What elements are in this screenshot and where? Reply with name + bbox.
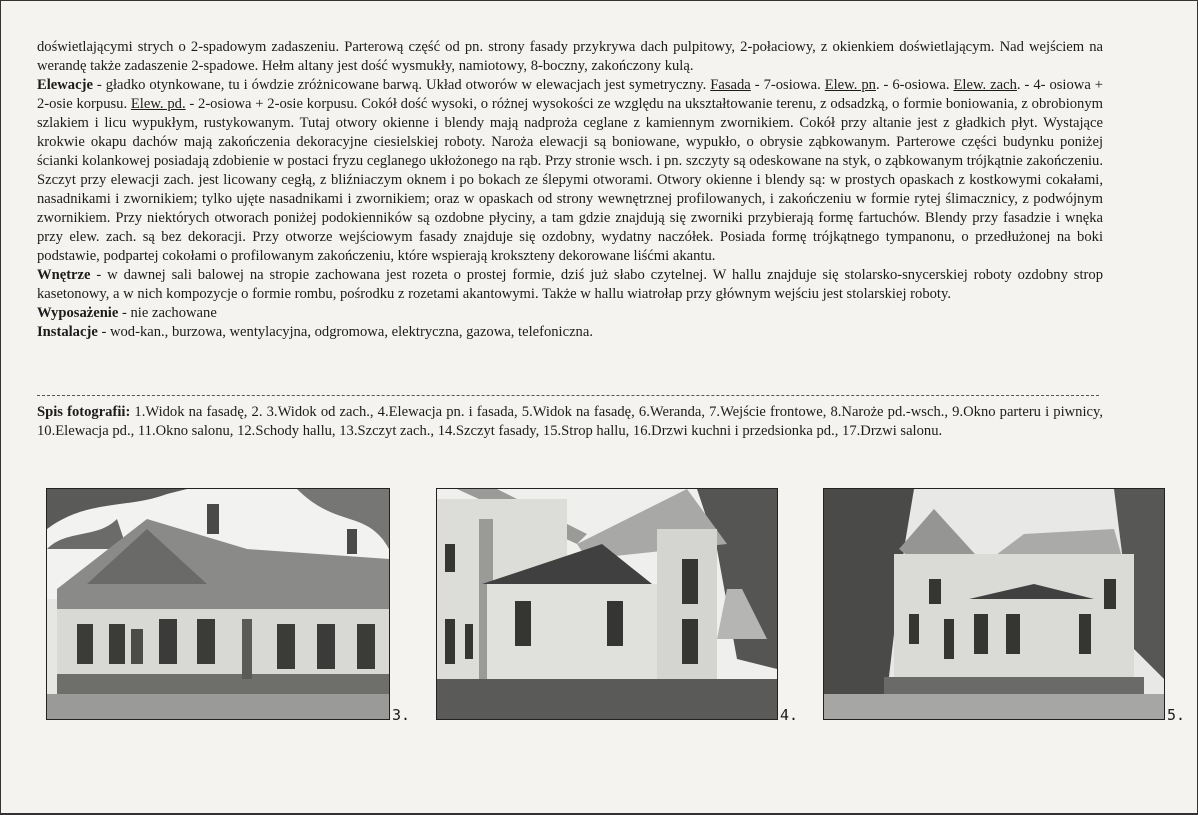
photo-5 [823, 488, 1165, 720]
photo-4-image [437, 489, 777, 719]
intro-line-1: doświetlającymi strych o 2-spadowym zadaszeniu. Parterową część od pn. strony fasady przykrywa dach pulpitowy, 2-połaciowy, z okienkiem doświetlającym. [37, 39, 995, 55]
elewacje-text-3: . - 6-osiowa. [875, 77, 954, 93]
elewacje-text-2: - 7-osiowa. [750, 77, 825, 93]
wyposazenie-heading: Wyposażenie [37, 305, 119, 321]
photo-list-text: 1.Widok na fasadę, 2. 3.Widok od zach., 4.Elewacja pn. i fasada, 5.Widok na fasadę, 6.Weranda, 7.Wejście frontowe, 8.Naroże pd.-wsch., 9.Okno parteru i piwnicy, 10.Elewacja pd., 11.Okno salonu, 12.Schody hallu, 13.Szczyt zach., 14.Szczyt fasady, 15.Strop hallu, 16.Drzwi kuchni i przedsionka pd., 17.Drzwi salonu. [37, 404, 1103, 439]
photo-5-number: 5. [1167, 706, 1186, 724]
elew-pd-term: Elew. pd. [130, 96, 186, 112]
elewacje-paragraph [37, 76, 1103, 266]
document-body [37, 38, 1103, 342]
photo-3 [46, 488, 390, 720]
intro-line-2: Nad wejściem na werandę także zadaszenie 2-spadowe. Hełm altany jest dość wysmukły, namiotowy, 8-boczny, zakończony kulą. [37, 39, 1103, 74]
instalacje-text: - wod-kan., burzowa, wentylacyjna, odgromowa, elektryczna, gazowa, telefoniczna. [97, 324, 593, 340]
photo-4-number: 4. [780, 706, 799, 724]
wnetrze-paragraph [37, 266, 1103, 304]
instalacje-heading: Instalacje [37, 324, 98, 340]
elew-pn-term: Elew. pn [824, 77, 876, 93]
elewacje-text-5: - 2-osiowa + 2-osie korpusu. Cokół dość wysoki, o różnej wysokości ze względu na ukształtowanie terenu, z odsadzką, o formie boniowania, z obrobionym szlakiem i licu wypukłym, rustykowanym. Tutaj otwory okienne i blendy mają nadproża ceglane z kamiennym zwornikiem. Cokół przy altanie jest z gładkich płyt. Wystające krokwie okapu dachów mają zakończenia dekoracyjne ciesielskiej roboty. Naroża elewacji są boniowane, wypukło, o obrysie ząbkowanym. Parterowe części budynku poniżej ścianki kolankowej posiadają zdobienie w postaci fryzu ceglanego ukłożonego na rąb. Przy stronie wsch. i pn. szczyty są odeskowane na styk, o ząbkowanym trójkątnie zakończeniu. Szczyt przy elewacji zach. jest licowany cegłą, z bliźniaczym oknem i po bokach ze ślepymi otworami. Otwory okienne i blendy są: w prostych opaskach z kostkowymi cokałami, nasadnikami i zwornikiem; tylko ujęte nasadnikami i zwornikiem; oraz w opaskach od strony wewnętrznej profilowanych, i zakończeniu w formie rytej ślimacznicy, z podwójnym zwornikiem. Przy niektórych otworach poniżej podokienników są ozdobne płyciny, a tam gdzie znajdują się zworniki przybierają formę fartuchów. Blendy przy fasadzie i wnęka przy elew. zach. są bez dekoracji. Przy otworze wejściowym fasady znajduje się ozdobny, wydatny naczółek. Posiada formę trójkątnego tympanonu, o przedłużonej na boki podstawie, podpartej cokołami o profilowanym zakończeniu, które wspierają krokszteny dekorowane liśćmi akantu. [37, 96, 1103, 264]
elewacje-heading: Elewacje [37, 77, 93, 93]
photo-list-heading: Spis fotografii: [37, 404, 131, 420]
photo-5-image [824, 489, 1164, 719]
photo-3-image [47, 489, 389, 719]
photo-4 [436, 488, 778, 720]
elewacje-text-4: . - 4- osiowa + 2-osie korpusu. [37, 77, 1103, 112]
fasada-term: Fasada [710, 77, 751, 93]
dashed-divider [37, 395, 1099, 396]
instalacje-paragraph [37, 323, 1103, 342]
wnetrze-heading: Wnętrze [37, 267, 91, 283]
elew-zach-term: Elew. zach [953, 77, 1017, 93]
elewacje-text-1: - gładko otynkowane, tu i ówdzie zróżnicowane barwą. Układ otworów w elewacjach jest symetryczny. [92, 77, 711, 93]
wyposazenie-paragraph [37, 304, 1103, 323]
photo-list [37, 403, 1103, 441]
photo-3-number: 3. [392, 706, 411, 724]
intro-paragraph [37, 38, 1103, 76]
wnetrze-text: - w dawnej sali balowej na stropie zachowana jest rozeta o prostej formie, dziś już słabo czytelnej. W hallu znajduje się stolarsko-snycerskiej roboty ozdobny strop kasetonowy, a w nich kompozycje o formie rombu, pośrodku z rozetami akantowymi. Także w hallu wiatrołap przy głównym wejściu jest stolarskiej roboty. [37, 267, 1103, 302]
wyposazenie-text: - nie zachowane [118, 305, 217, 321]
